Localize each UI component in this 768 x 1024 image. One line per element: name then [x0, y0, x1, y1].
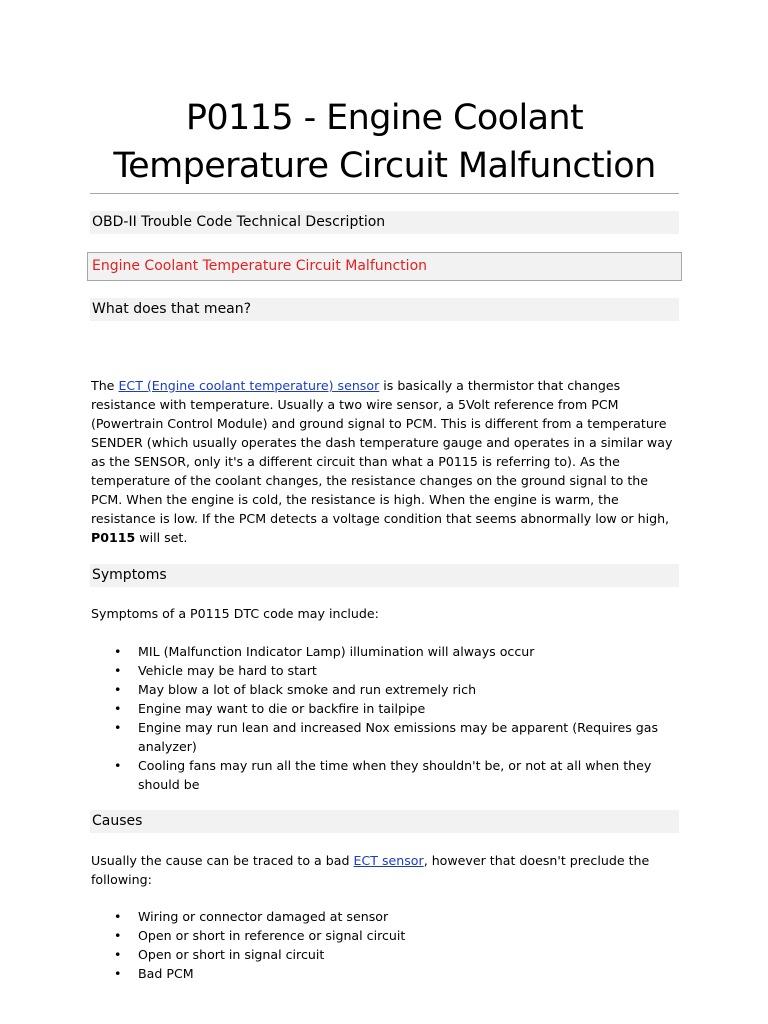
symptoms-intro: Symptoms of a P0115 DTC code may include: — [91, 606, 379, 621]
cause-item: • Open or short in signal circuit — [91, 945, 681, 964]
meaning-suffix: will set. — [135, 530, 188, 545]
causes-intro-prefix: Usually the cause can be traced to a bad — [91, 853, 354, 868]
meaning-heading: What does that mean? — [90, 298, 679, 321]
page-title — [90, 94, 679, 190]
meaning-prefix: The — [91, 378, 119, 393]
cause-item: • Bad PCM — [91, 964, 681, 983]
cause-item: • Wiring or connector damaged at sensor — [91, 907, 681, 926]
code-description-box — [87, 252, 682, 281]
symptom-item: • Vehicle may be hard to start — [91, 661, 681, 680]
page-title-line-2: Temperature Circuit Malfunction — [113, 146, 656, 186]
meaning-paragraph — [91, 376, 681, 547]
causes-intro — [91, 851, 681, 889]
page-title-line-1: P0115 - Engine Coolant — [185, 98, 584, 138]
symptoms-list — [91, 642, 681, 794]
symptom-item: • Cooling fans may run all the time when they shouldn't be, or not at all when they should be — [91, 756, 681, 794]
symptom-item: • Engine may run lean and increased Nox emissions may be apparent (Requires gas analyzer) — [91, 718, 681, 756]
meaning-body: is basically a thermistor that changes resistance with temperature. Usually a two wire sensor, a 5Volt reference from PCM (Powertrain Control Module) and ground signal to PCM. This is different from a temperature SENDER (which usually operates the dash temperature gauge and operates in a similar way as the SENSOR, only it's a different circuit than what a P0115 is referring to). As the temperature of the coolant changes, the resistance changes on the ground signal to the PCM. When the engine is cold, the resistance is high. When the engine is warm, the resistance is low. If the PCM detects a voltage condition that seems abnormally low or high, — [91, 378, 673, 526]
symptom-item: • Engine may want to die or backfire in tailpipe — [91, 699, 681, 718]
symptom-item: • May blow a lot of black smoke and run extremely rich — [91, 680, 681, 699]
cause-item: • Open or short in reference or signal circuit — [91, 926, 681, 945]
ect-sensor-link[interactable]: ECT (Engine coolant temperature) sensor — [118, 378, 380, 393]
code-description-text: Engine Coolant Temperature Circuit Malfunction — [92, 258, 428, 274]
meaning-bold-code: P0115 — [91, 530, 136, 545]
ect-sensor-link-2[interactable]: ECT sensor — [353, 853, 424, 868]
technical-description-heading: OBD-II Trouble Code Technical Description — [90, 211, 679, 234]
title-divider — [90, 193, 679, 194]
causes-list — [91, 907, 681, 983]
symptoms-heading: Symptoms — [90, 564, 679, 587]
symptom-item: • MIL (Malfunction Indicator Lamp) illumination will always occur — [91, 642, 681, 661]
causes-heading: Causes — [90, 810, 679, 833]
causes-intro-suffix: , however that doesn't preclude the following: — [91, 853, 650, 887]
